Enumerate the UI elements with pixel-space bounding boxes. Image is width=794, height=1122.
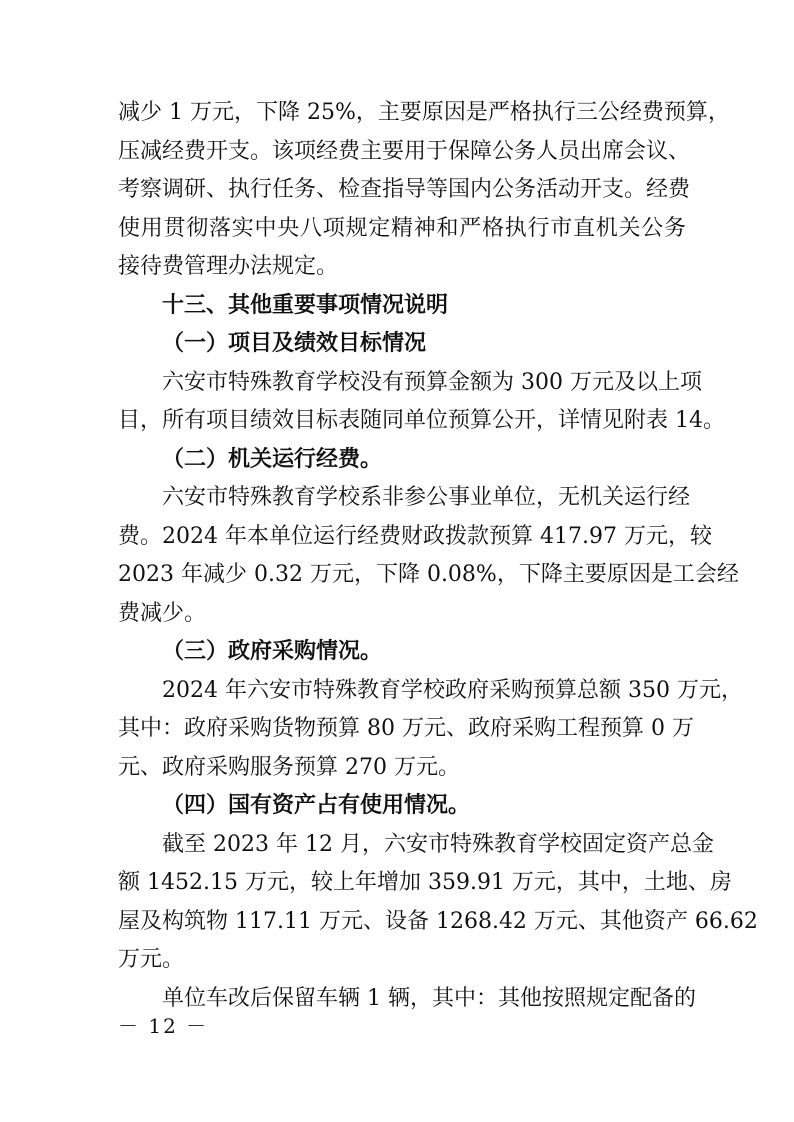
document-body	[118, 94, 758, 1018]
subsection-heading-operating-funds: （二）机关运行经费。	[162, 446, 383, 472]
text-line: 额 1452.15 万元，较上年增加 359.91 万元，其中，土地、房	[118, 870, 732, 895]
text-line: 考察调研、执行任务、检查指导等国内公务活动开支。经费	[118, 177, 691, 202]
text-line: 六安市特殊教育学校没有预算金额为 300 万元及以上项	[162, 369, 702, 395]
text-line: 单位车改后保留车辆 1 辆，其中：其他按照规定配备的	[162, 985, 696, 1011]
text-line: 万元。	[118, 947, 185, 972]
paragraph-assets	[118, 826, 758, 980]
paragraph-operating-funds	[118, 479, 739, 633]
paragraph-procurement	[118, 672, 743, 788]
text-line: 2024 年六安市特殊教育学校政府采购预算总额 350 万元，	[162, 677, 743, 703]
subsection-heading-assets: （四）国有资产占有使用情况。	[162, 793, 471, 818]
text-line: 屋及构筑物 117.11 万元、设备 1268.42 万元、其他资产 66.62	[118, 908, 758, 934]
text-line: 截至 2023 年 12 月，六安市特殊教育学校固定资产总金	[162, 831, 714, 857]
text-line: 六安市特殊教育学校系非参公事业单位，无机关运行经	[162, 485, 691, 510]
text-line: 使用贯彻落实中央八项规定精神和严格执行市直机关公务	[118, 215, 686, 241]
paragraph-projects	[118, 364, 725, 441]
text-line: 目，所有项目绩效目标表随同单位预算公开，详情见附表 14。	[118, 408, 725, 433]
text-line: 2023 年减少 0.32 万元，下降 0.08%，下降主要原因是工会经	[118, 562, 739, 587]
text-line: 其中：政府采购货物预算 80 万元、政府采购工程预算 0 万	[118, 716, 694, 741]
subsection-heading-procurement: （三）政府采购情况。	[162, 639, 383, 664]
text-line: 费减少。	[118, 600, 207, 626]
text-line: 减少 1 万元，下降 25%，主要原因是严格执行三公经费预算，	[118, 100, 730, 125]
text-line: 元、政府采购服务预算 270 万元。	[118, 754, 460, 780]
paragraph-continuation	[118, 94, 730, 287]
subsection-heading-projects: （一）项目及绩效目标情况	[162, 331, 427, 356]
page-number: － 12 －	[118, 1014, 209, 1038]
text-line: 接待费管理办法规定。	[118, 254, 339, 279]
section-heading: 十三、其他重要事项情况说明	[162, 292, 449, 318]
text-line: 压减经费开支。该项经费主要用于保障公务人员出席会议、	[118, 138, 691, 164]
text-line: 费。2024 年本单位运行经费财政拨款预算 417.97 万元，较	[118, 523, 712, 549]
